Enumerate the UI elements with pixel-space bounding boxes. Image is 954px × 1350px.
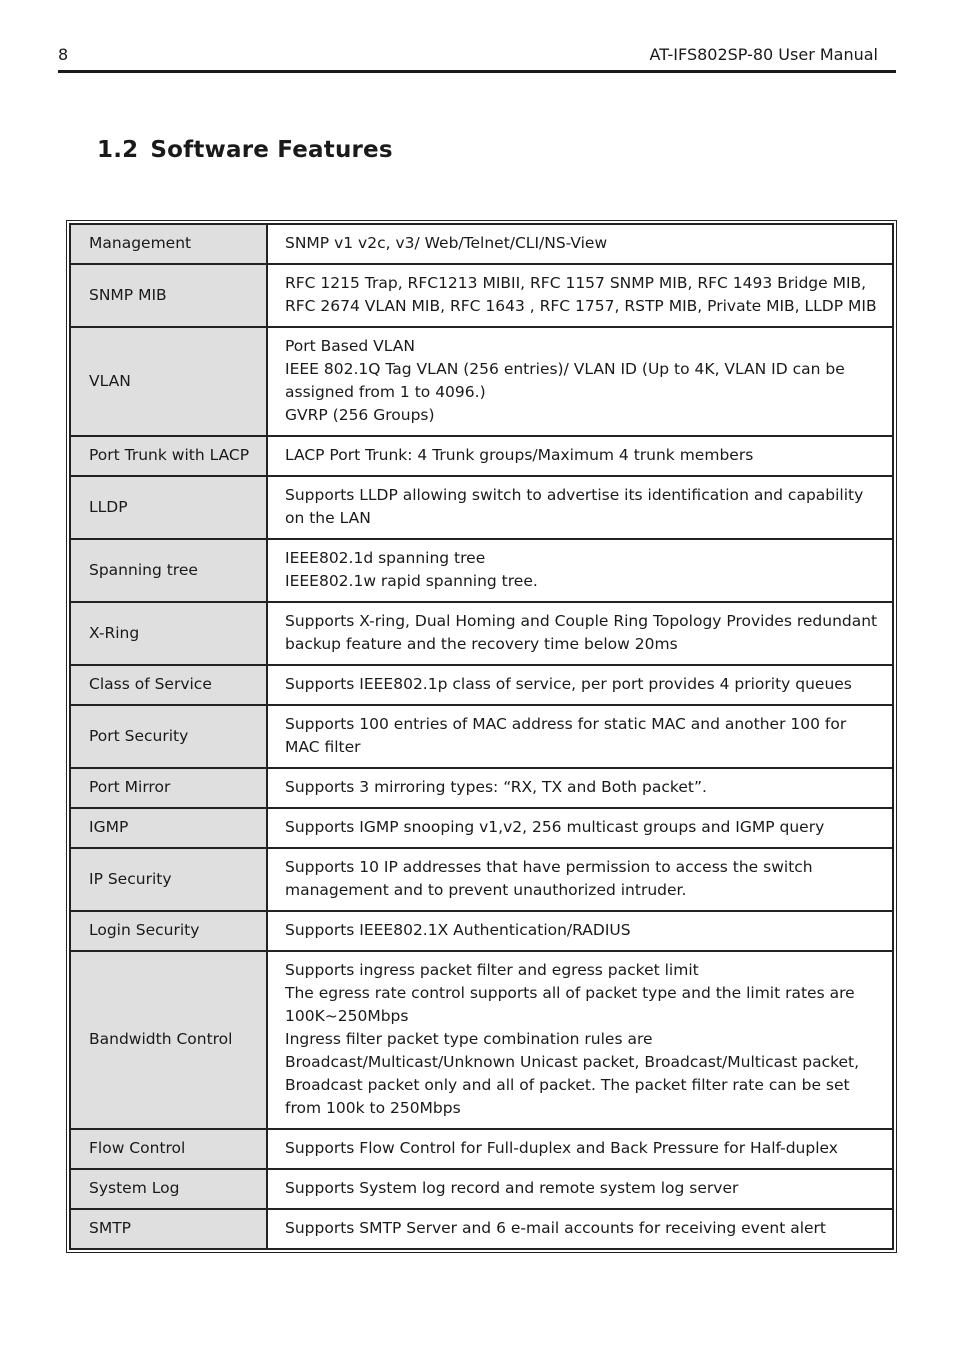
feature-name-cell: VLAN: [70, 327, 267, 436]
table-row: [70, 665, 893, 705]
feature-name-cell: X-Ring: [70, 602, 267, 665]
description-line: Port Based VLAN: [285, 337, 415, 355]
description-line: Supports X-ring, Dual Homing and Couple Ring Topology Provides redundant backup feature and the recovery time below 20ms: [285, 612, 878, 653]
table-row: [70, 1129, 893, 1169]
description-line: Supports System log record and remote system log server: [285, 1179, 739, 1197]
description-line: Supports IGMP snooping v1,v2, 256 multicast groups and IGMP query: [285, 818, 825, 836]
feature-name-cell: IGMP: [70, 808, 267, 848]
description-line: Supports Flow Control for Full-duplex and Back Pressure for Half-duplex: [285, 1139, 838, 1157]
feature-name-cell: Port Trunk with LACP: [70, 436, 267, 476]
feature-description-cell: [267, 327, 893, 436]
feature-description-cell: [267, 808, 893, 848]
feature-name-cell: Class of Service: [70, 665, 267, 705]
table-row: [70, 848, 893, 911]
feature-description-cell: [267, 665, 893, 705]
features-table-body: [70, 224, 893, 1249]
feature-description-cell: [267, 476, 893, 539]
feature-name-cell: Bandwidth Control: [70, 951, 267, 1129]
table-row: [70, 911, 893, 951]
description-line: Supports SMTP Server and 6 e-mail accounts for receiving event alert: [285, 1219, 826, 1237]
feature-description-cell: [267, 911, 893, 951]
feature-description-cell: [267, 705, 893, 768]
description-line: The egress rate control supports all of packet type and the limit rates are 100K~250Mbps: [285, 984, 855, 1025]
feature-name-cell: IP Security: [70, 848, 267, 911]
feature-name-cell: SNMP MIB: [70, 264, 267, 327]
feature-description-cell: [267, 539, 893, 602]
feature-description-cell: [267, 602, 893, 665]
table-row: [70, 1169, 893, 1209]
table-row: [70, 436, 893, 476]
section-title: Software Features: [150, 137, 393, 163]
table-row: [70, 264, 893, 327]
page-header: [58, 42, 896, 73]
feature-description-cell: [267, 848, 893, 911]
section-number: 1.2: [97, 137, 139, 163]
table-row: [70, 705, 893, 768]
description-line: Ingress filter packet type combination rules are Broadcast/Multicast/Unknown Unicast packet, Broadcast/Multicast packet, Broadcast packet only and all of packet. The packet filter rate can be set from 100k to 250Mbps: [285, 1030, 860, 1117]
page-number: 8: [58, 45, 69, 64]
software-features-table: [69, 223, 894, 1250]
document-title: AT-IFS802SP-80 User Manual: [649, 45, 878, 64]
description-line: SNMP v1 v2c, v3/ Web/Telnet/CLI/NS-View: [285, 234, 608, 252]
feature-description-cell: [267, 264, 893, 327]
table-row: [70, 951, 893, 1129]
feature-name-cell: LLDP: [70, 476, 267, 539]
description-line: Supports IEEE802.1X Authentication/RADIUS: [285, 921, 631, 939]
description-line: IEEE802.1w rapid spanning tree.: [285, 572, 538, 590]
table-row: [70, 224, 893, 264]
description-line: Supports 10 IP addresses that have permission to access the switch management and to prevent unauthorized intruder.: [285, 858, 813, 899]
feature-description-cell: [267, 224, 893, 264]
feature-name-cell: Flow Control: [70, 1129, 267, 1169]
feature-description-cell: [267, 1209, 893, 1249]
table-row: [70, 327, 893, 436]
section-heading: [97, 137, 393, 163]
description-line: Supports 3 mirroring types: “RX, TX and Both packet”.: [285, 778, 707, 796]
feature-name-cell: Port Mirror: [70, 768, 267, 808]
feature-name-cell: Management: [70, 224, 267, 264]
feature-description-cell: [267, 951, 893, 1129]
feature-name-cell: SMTP: [70, 1209, 267, 1249]
description-line: IEEE 802.1Q Tag VLAN (256 entries)/ VLAN ID (Up to 4K, VLAN ID can be assigned from 1 to 4096.): [285, 360, 845, 401]
description-line: RFC 1215 Trap, RFC1213 MIBII, RFC 1157 SNMP MIB, RFC 1493 Bridge MIB, RFC 2674 VLAN MIB, RFC 1643 , RFC 1757, RSTP MIB, Private MIB, LLDP MIB: [285, 274, 877, 315]
feature-name-cell: Port Security: [70, 705, 267, 768]
table-row: [70, 539, 893, 602]
feature-description-cell: [267, 1129, 893, 1169]
feature-description-cell: [267, 768, 893, 808]
table-row: [70, 602, 893, 665]
table-row: [70, 768, 893, 808]
description-line: Supports ingress packet filter and egress packet limit: [285, 961, 699, 979]
description-line: Supports IEEE802.1p class of service, per port provides 4 priority queues: [285, 675, 852, 693]
description-line: IEEE802.1d spanning tree: [285, 549, 486, 567]
table-row: [70, 1209, 893, 1249]
feature-description-cell: [267, 436, 893, 476]
description-line: Supports 100 entries of MAC address for static MAC and another 100 for MAC filter: [285, 715, 847, 756]
table-row: [70, 476, 893, 539]
feature-description-cell: [267, 1169, 893, 1209]
description-line: GVRP (256 Groups): [285, 406, 435, 424]
feature-name-cell: System Log: [70, 1169, 267, 1209]
feature-name-cell: Login Security: [70, 911, 267, 951]
description-line: Supports LLDP allowing switch to advertise its identification and capability on the LAN: [285, 486, 864, 527]
description-line: LACP Port Trunk: 4 Trunk groups/Maximum 4 trunk members: [285, 446, 754, 464]
table-row: [70, 808, 893, 848]
features-table-frame: [66, 220, 897, 1253]
feature-name-cell: Spanning tree: [70, 539, 267, 602]
